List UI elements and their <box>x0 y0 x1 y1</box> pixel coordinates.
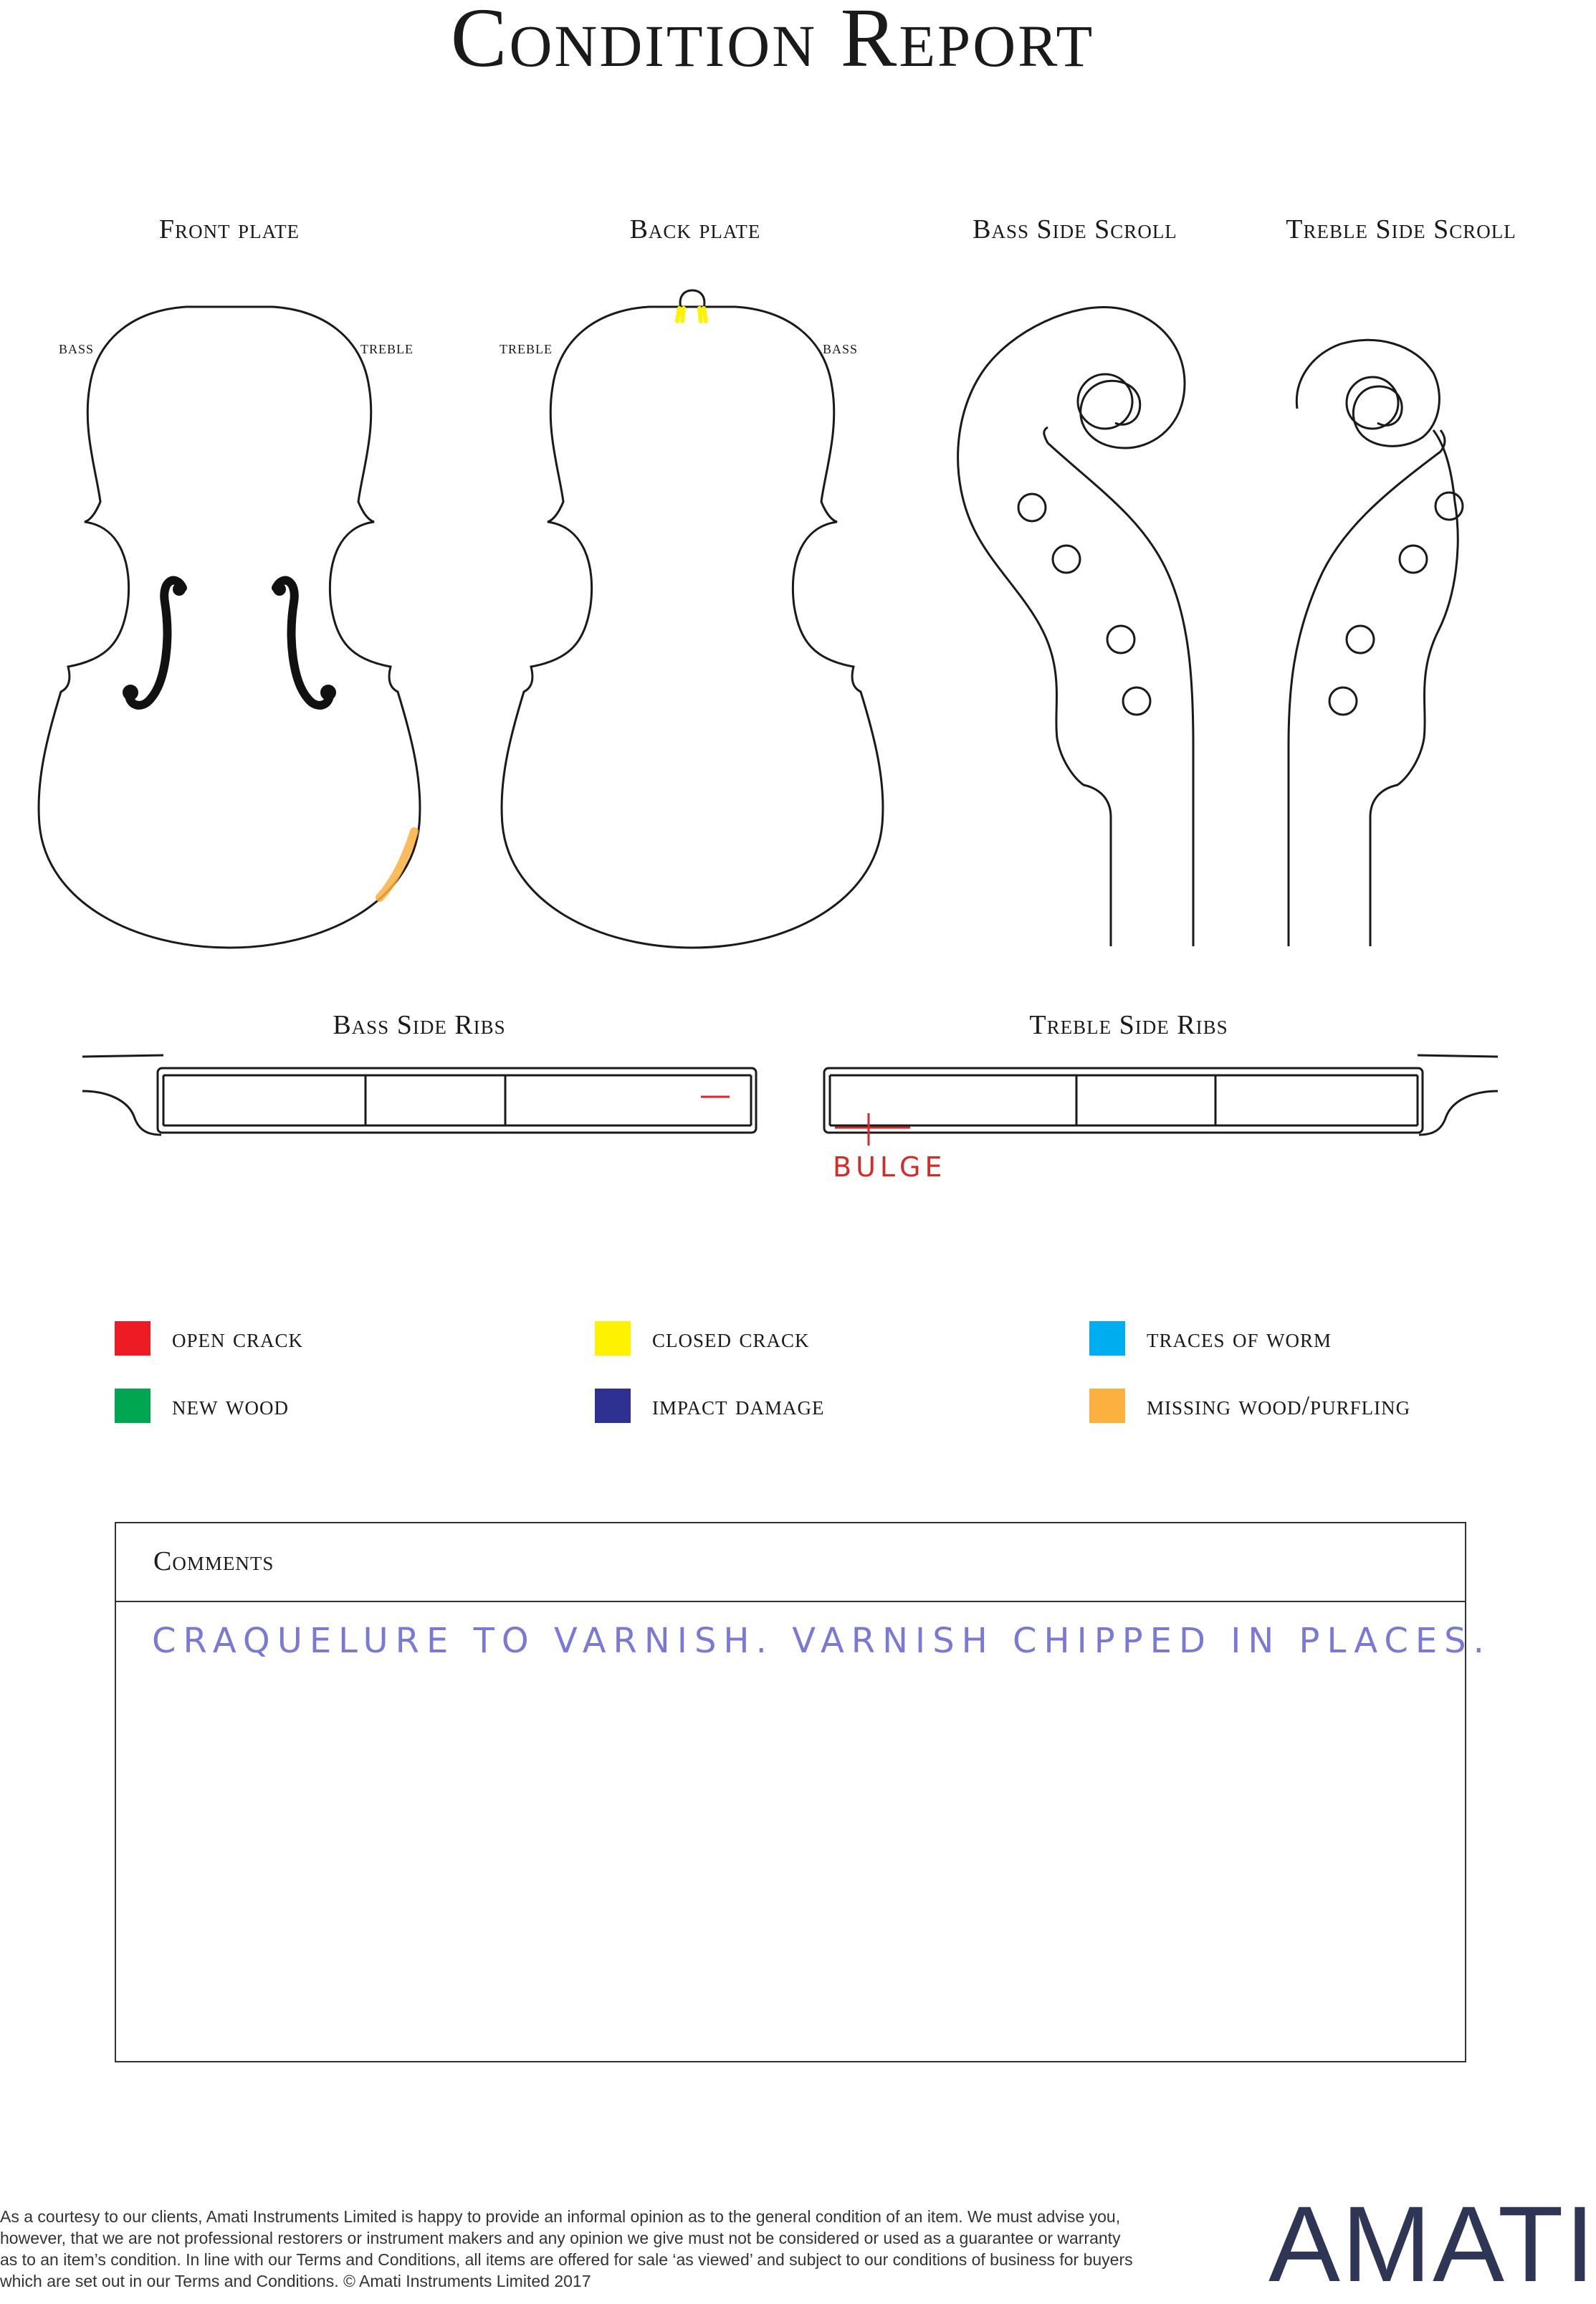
treble-side-ribs-label: Treble Side Ribs <box>1029 1010 1228 1040</box>
bass-ribs-outline <box>82 1055 163 1135</box>
comments-box[interactable] <box>115 1522 1491 2062</box>
legend-missing-wood <box>1089 1389 1410 1423</box>
treble-scroll-inner <box>1289 430 1445 946</box>
treble-side-scroll-label: Treble Side Scroll <box>1286 214 1516 244</box>
f-holes <box>129 581 330 705</box>
amati-logo: AMATI <box>1268 2184 1596 2304</box>
back-plate-label: Back plate <box>629 214 761 244</box>
back-plate-outline <box>502 307 883 948</box>
back-plate-button <box>680 290 704 308</box>
bass-side-ribs-label: Bass Side Ribs <box>333 1010 506 1040</box>
legend-label: closed crack <box>652 1323 810 1353</box>
legend-label: traces of worm <box>1147 1323 1332 1353</box>
legend-swatch-red <box>115 1321 150 1356</box>
legend-label: impact damage <box>652 1391 825 1421</box>
legend-swatch-blue <box>1089 1321 1125 1356</box>
legend-open-crack <box>115 1321 303 1356</box>
legend-swatch-orange <box>1089 1389 1125 1423</box>
legend-new-wood <box>115 1389 289 1423</box>
back-treble-label: treble <box>500 337 553 358</box>
legend-impact-damage <box>595 1389 825 1423</box>
front-treble-label: treble <box>360 337 414 358</box>
legend-traces-of-worm <box>1089 1321 1332 1356</box>
missing-wood-mark <box>380 832 414 898</box>
bass-side-scroll-label: Bass Side Scroll <box>973 214 1177 244</box>
front-bass-label: bass <box>59 337 95 358</box>
bulge-mark <box>835 1113 910 1146</box>
legend-label: missing wood/purfling <box>1147 1391 1411 1421</box>
treble-ribs-outline <box>1418 1055 1498 1135</box>
treble-scroll-outline <box>1296 340 1458 946</box>
comments-text: CRAQUELURE TO VARNISH. VARNISH CHIPPED IN PLACES. <box>152 1621 1491 1661</box>
disclaimer-text: As a courtesy to our clients, Amati Instruments Limited is happy to provide an informal opinion as to the general condition of an item. We must advise you, however, that we are not professional restorers or instrument makers and any opinion we give must not be considered or used as a guarantee or warranty as to an item’s condition. In line with our Terms and Conditions, all items are offered for sale ‘as viewed’ and subject to our conditions of business for buyers which are set out in our Terms and Conditions. © Amati Instruments Limited 2017 <box>0 2207 1133 2290</box>
legend-label: new wood <box>172 1391 289 1421</box>
back-bass-label: bass <box>823 337 859 358</box>
comments-heading: Comments <box>116 1523 1465 1602</box>
bass-scroll-inner <box>1044 427 1193 946</box>
legend-closed-crack <box>595 1321 810 1356</box>
legend-label: open crack <box>172 1323 304 1353</box>
bulge-annotation: BULGE <box>833 1151 947 1183</box>
bass-scroll-outline <box>958 307 1185 946</box>
legend-swatch-green <box>115 1389 150 1423</box>
legend-swatch-yellow <box>595 1321 631 1356</box>
closed-crack-marks <box>677 308 706 321</box>
front-plate-label: Front plate <box>158 214 300 244</box>
legend-swatch-navy <box>595 1389 631 1423</box>
page-title: Condition Report <box>450 0 1095 85</box>
front-plate-outline <box>39 307 420 948</box>
